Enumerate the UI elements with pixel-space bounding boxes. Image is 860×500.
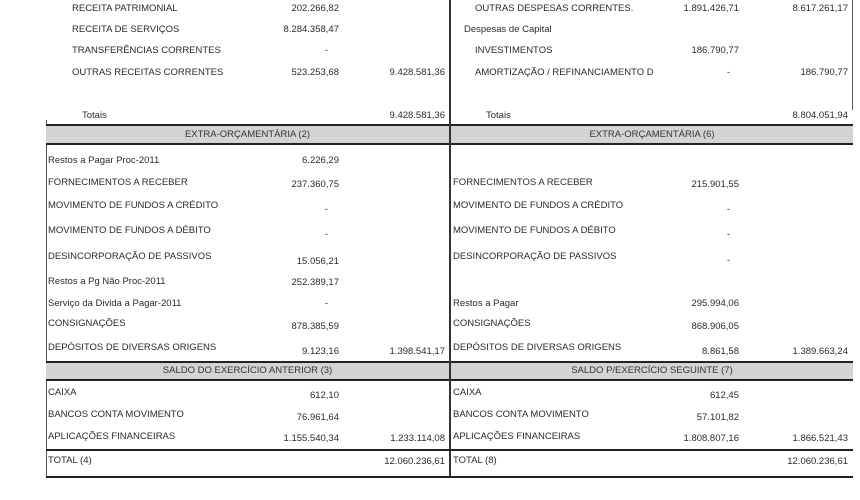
extra-right-header: EXTRA-ORÇAMENTÁRIA (6) (589, 129, 715, 140)
row-value: - (726, 204, 730, 215)
total-row-bottom-rule (46, 476, 853, 478)
total-row-top-rule (46, 449, 853, 451)
row-total: 8.617.261,17 (792, 3, 848, 14)
row-label: BANCOS CONTA MOVIMENTO (453, 409, 589, 420)
row-label: DEPÓSITOS DE DIVERSAS ORIGENS (453, 342, 622, 353)
row-value: 57.101,82 (696, 412, 739, 423)
row-label: TRANSFERÊNCIAS CORRENTES (72, 45, 221, 56)
row-value: - (324, 204, 328, 215)
row-value: 9.123,16 (302, 346, 339, 357)
row-label: RECEITA PATRIMONIAL (72, 3, 178, 14)
row-label: MOVIMENTO DE FUNDOS A CRÉDITO (453, 200, 624, 211)
row-total: 1.233.114,08 (390, 433, 445, 444)
row-label: INVESTIMENTOS (475, 45, 553, 56)
row-total: 186.790,77 (800, 67, 848, 78)
row-value: 215.901,55 (691, 179, 739, 190)
row-label: BANCOS CONTA MOVIMENTO (48, 409, 184, 420)
row-value: - (324, 229, 328, 240)
row-value: 8.861,58 (702, 346, 739, 357)
row-label: DEPÓSITOS DE DIVERSAS ORIGENS (48, 342, 217, 353)
row-label: Restos a Pagar Proc-2011 (48, 155, 160, 166)
row-label: APLICAÇÕES FINANCEIRAS (48, 431, 176, 442)
row-label: DESINCORPORAÇÃO DE PASSIVOS (48, 251, 212, 262)
row-label: MOVIMENTO DE FUNDOS A CRÉDITO (48, 200, 219, 211)
row-value: 612,10 (309, 390, 339, 401)
row-label: MOVIMENTO DE FUNDOS A DÉBITO (453, 225, 616, 236)
row-total: 1.389.663,24 (792, 346, 848, 357)
row-label: Despesas de Capital (464, 24, 552, 35)
row-label: OUTRAS RECEITAS CORRENTES (72, 67, 224, 78)
row-label: Restos a Pagar (453, 298, 519, 309)
total-left-label: TOTAL (4) (48, 455, 92, 466)
row-value: - (324, 298, 328, 309)
row-label: Restos a Pg Não Proc-2011 (48, 276, 166, 287)
row-value: 202.266,82 (291, 3, 339, 14)
row-value: 186.790,77 (691, 45, 739, 56)
total-right-value: 12.060.236,61 (787, 456, 848, 467)
totals-value: 9.428.581,36 (389, 110, 445, 121)
row-value: 868.906,05 (691, 321, 739, 332)
totals-label: Totais (486, 110, 511, 121)
saldo-right-header: SALDO P/EXERCÍCIO SEGUINTE (7) (571, 365, 733, 376)
total-right-label: TOTAL (8) (453, 455, 497, 466)
row-label: RECEITA DE SERVIÇOS (72, 24, 180, 35)
totals-label: Totais (82, 110, 107, 121)
row-label: CAIXA (453, 387, 482, 398)
totals-value: 8.804.051,94 (792, 110, 848, 121)
row-total: 1.866.521,43 (792, 433, 848, 444)
left-border (46, 120, 47, 478)
right-border (852, 0, 853, 110)
row-value: 1.155.540,34 (283, 433, 339, 444)
row-value: 612,45 (709, 390, 739, 401)
row-label: FORNECIMENTOS A RECEBER (453, 177, 593, 188)
row-value: 1.891.426,71 (683, 3, 739, 14)
row-value: 878.385,59 (291, 321, 339, 332)
total-left-value: 12.060.236,61 (384, 456, 445, 467)
row-value: 8.284.358,47 (283, 24, 339, 35)
row-value: 252.389,17 (291, 277, 339, 288)
row-total: 1.398.541,17 (389, 346, 445, 357)
row-label: DESINCORPORAÇÃO DE PASSIVOS (453, 251, 617, 262)
row-total: 9.428.581,36 (389, 67, 445, 78)
row-label: AMORTIZAÇÃO / REFINANCIAMENTO D (475, 67, 654, 78)
row-value: - (726, 255, 730, 266)
row-value: - (324, 45, 328, 56)
row-value: 1.808.807,16 (683, 433, 739, 444)
row-value: 523.253,68 (291, 67, 339, 78)
saldo-left-header: SALDO DO EXERCÍCIO ANTERIOR (3) (162, 365, 333, 376)
row-label: FORNECIMENTOS A RECEBER (48, 177, 188, 188)
row-value: - (726, 67, 730, 78)
row-label: MOVIMENTO DE FUNDOS A DÉBITO (48, 225, 211, 236)
row-label: CONSIGNAÇÕES (453, 318, 531, 329)
row-value: 6.226,29 (302, 155, 339, 166)
row-label: OUTRAS DESPESAS CORRENTES. (475, 3, 634, 14)
row-value: 76.961,64 (296, 412, 339, 423)
row-value: 295.994,06 (691, 298, 739, 309)
row-label: Serviço da Divida a Pagar-2011 (48, 298, 182, 309)
row-value: 15.056,21 (296, 256, 339, 267)
row-label: CONSIGNAÇÕES (48, 318, 126, 329)
extra-left-header: EXTRA-ORÇAMENTÁRIA (2) (184, 129, 311, 140)
row-value: 237.360,75 (291, 179, 339, 190)
row-value: - (726, 229, 730, 240)
center-divider (449, 0, 451, 478)
row-label: CAIXA (48, 387, 77, 398)
row-label: APLICAÇÕES FINANCEIRAS (453, 431, 581, 442)
